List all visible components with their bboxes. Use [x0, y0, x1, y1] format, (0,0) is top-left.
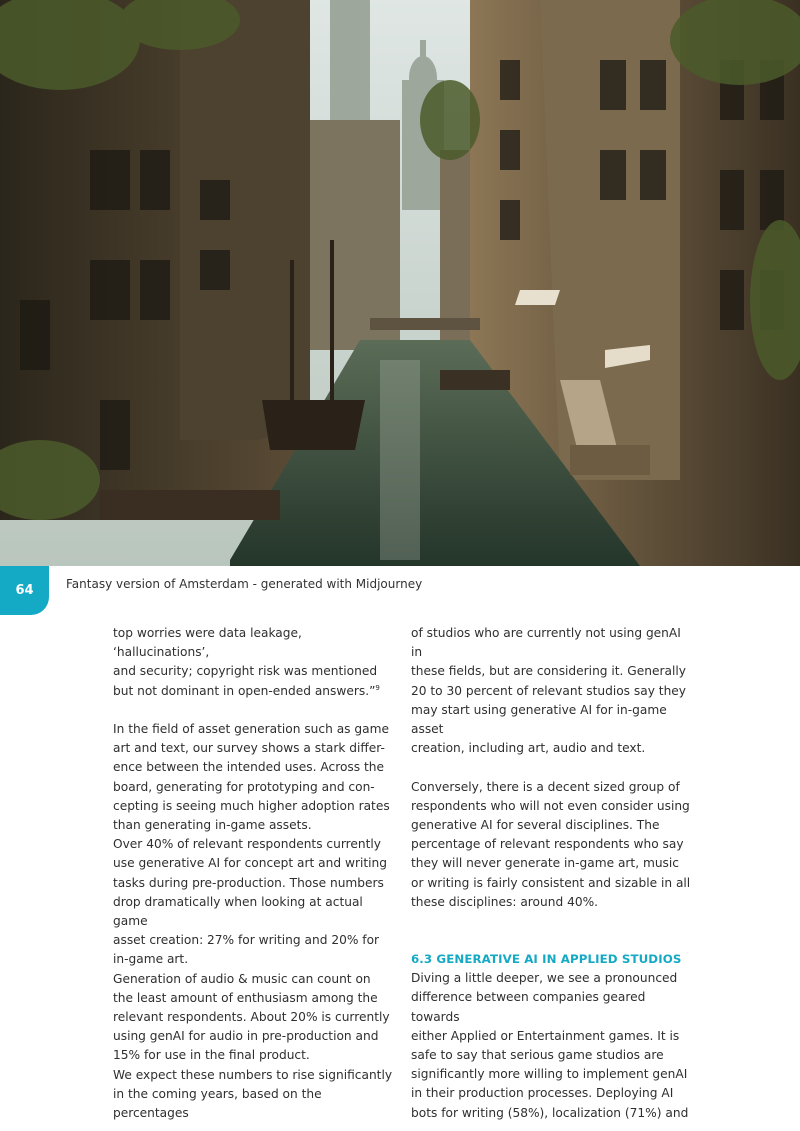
left-column: [113, 624, 395, 1123]
paragraph: In the field of asset generation such as game art and text, our survey shows a stark differ- ence between the intended uses. Across the board, generating for prototyping and con- cepting is seeing much higher adoption rates than generating in-game assets. Over 40% of relevant respondents currently use generative AI for concept art and writing tasks during pre-production. Those numbers drop dramatically when looking at actual game asset creation: 27% for writing and 20% for in-game art. Generation of audio & music can count on the least amount of enthusiasm among the relevant respondents. About 20% is currently using genAI for audio in pre-production and 15% for use in the final product. We expect these numbers to rise significantly in the coming years, based on the percentages: [113, 722, 393, 1121]
paragraph: top worries were data leakage, ‘hallucinations’, and security; copyright risk was mentioned but not dominant in open-ended answers.”$^9$: [113, 626, 380, 698]
right-column: [411, 624, 693, 1123]
paragraph: of studios who are currently not using genAI in these fields, but are considering it. Generally 20 to 30 percent of relevant studios say they may start using generative AI for in-game asset creation, including art, audio and text.: [411, 626, 687, 756]
footnote-reference[interactable]: 9: [375, 683, 380, 692]
paragraph: Diving a little deeper, we see a pronounced difference between companies geared towards either Applied or Entertainment games. It is safe to say that serious game studios are significantly more willing to implement genAI in their production processes. Deploying AI bots for writing (58%), localization (71%) and: [411, 971, 689, 1120]
image-caption: Fantasy version of Amsterdam - generated with Midjourney: [66, 577, 423, 591]
paragraph: Conversely, there is a decent sized group of respondents who will not even consider using generative AI for several disciplines. The percentage of relevant respondents who say they will never generate in-game art, music or writing is fairly consistent and sizable in all these disciplines: around 40%.: [411, 779, 691, 909]
page-number-tab: [0, 566, 49, 615]
section-heading: 6.3 GENERATIVE AI IN APPLIED STUDIOS: [411, 952, 682, 967]
page-number: 64: [15, 583, 34, 598]
